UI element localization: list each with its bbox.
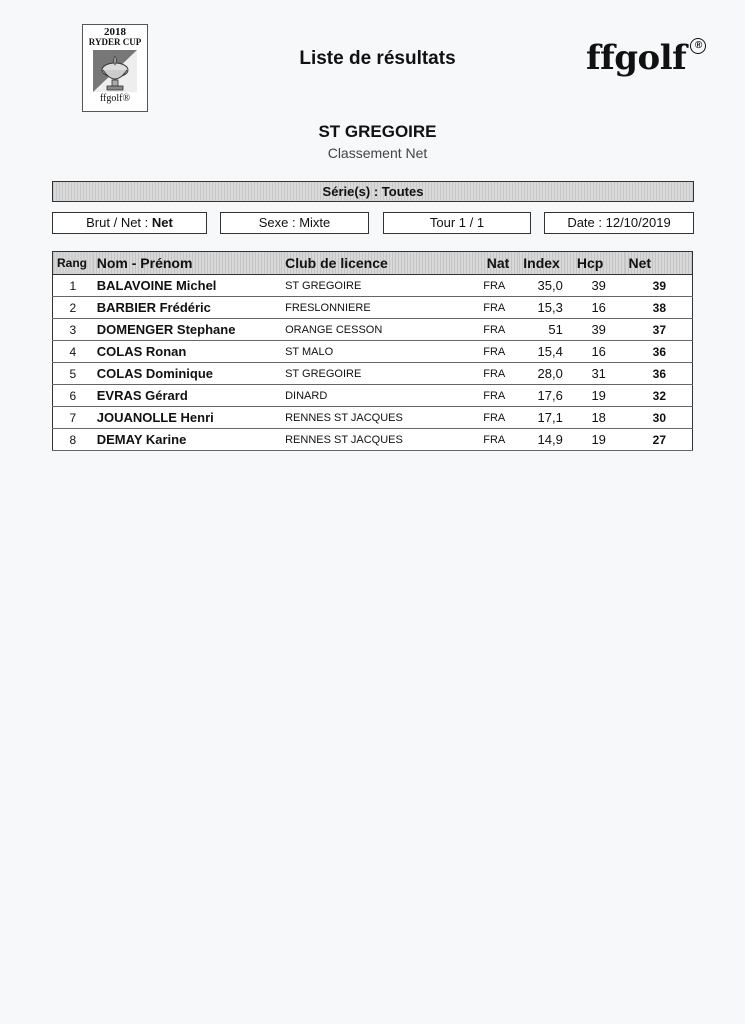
net-cell: 30 — [625, 407, 693, 429]
index-cell: 14,9 — [519, 429, 573, 451]
table-row — [53, 297, 693, 319]
table-row — [53, 385, 693, 407]
nat-cell: FRA — [451, 429, 519, 451]
net-cell: 39 — [625, 275, 693, 297]
club-cell: FRESLONNIERE — [281, 297, 451, 319]
hcp-cell: 19 — [573, 385, 625, 407]
hcp-cell: 39 — [573, 275, 625, 297]
name-cell: COLAS Dominique — [93, 363, 281, 385]
brut-net-box — [52, 212, 207, 234]
logo-event: RYDER CUP — [88, 37, 142, 47]
brut-net-label: Brut / Net : — [86, 215, 149, 230]
results-table — [52, 251, 693, 451]
col-rang: Rang — [53, 252, 93, 275]
name-cell: DEMAY Karine — [93, 429, 281, 451]
name-cell: EVRAS Gérard — [93, 385, 281, 407]
table-row — [53, 319, 693, 341]
logo-brand: ffgolf® — [99, 93, 131, 104]
nat-cell: FRA — [451, 341, 519, 363]
nat-cell: FRA — [451, 407, 519, 429]
index-cell: 15,4 — [519, 341, 573, 363]
col-name: Nom - Prénom — [93, 252, 281, 275]
table-row — [53, 341, 693, 363]
nat-cell: FRA — [451, 385, 519, 407]
club-cell: ST GREGOIRE — [281, 275, 451, 297]
ranking-type: Classement Net — [327, 145, 428, 161]
club-cell: ST GREGOIRE — [281, 363, 451, 385]
document-title: Liste de résultats — [299, 48, 456, 69]
rank-cell: 4 — [53, 341, 93, 363]
hcp-cell: 16 — [573, 341, 625, 363]
net-cell: 27 — [625, 429, 693, 451]
nat-cell: FRA — [451, 297, 519, 319]
club-name: ST GREGOIRE — [318, 122, 437, 141]
table-header-row — [53, 252, 693, 275]
ffgolf-logo — [586, 38, 702, 78]
nat-cell: FRA — [451, 319, 519, 341]
col-net: Net — [625, 252, 693, 275]
club-cell: ORANGE CESSON — [281, 319, 451, 341]
name-cell: BARBIER Frédéric — [93, 297, 281, 319]
rank-cell: 6 — [53, 385, 93, 407]
brut-net-value: Net — [151, 215, 173, 230]
rank-cell: 8 — [53, 429, 93, 451]
net-cell: 36 — [625, 363, 693, 385]
name-cell: BALAVOINE Michel — [93, 275, 281, 297]
nat-cell: FRA — [451, 363, 519, 385]
series-bar: Série(s) : Toutes — [52, 181, 694, 202]
club-cell: DINARD — [281, 385, 451, 407]
hcp-cell: 39 — [573, 319, 625, 341]
hcp-cell: 31 — [573, 363, 625, 385]
rank-cell: 5 — [53, 363, 93, 385]
table-row — [53, 363, 693, 385]
hcp-cell: 19 — [573, 429, 625, 451]
index-cell: 51 — [519, 319, 573, 341]
hcp-cell: 16 — [573, 297, 625, 319]
rank-cell: 7 — [53, 407, 93, 429]
name-cell: DOMENGER Stephane — [93, 319, 281, 341]
nat-cell: FRA — [451, 275, 519, 297]
club-cell: ST MALO — [281, 341, 451, 363]
col-hcp: Hcp — [573, 252, 625, 275]
index-cell: 28,0 — [519, 363, 573, 385]
name-cell: COLAS Ronan — [93, 341, 281, 363]
rank-cell: 2 — [53, 297, 93, 319]
registered-icon: ® — [690, 38, 706, 54]
logo-year: 2018 — [104, 26, 126, 38]
index-cell: 35,0 — [519, 275, 573, 297]
footer-page — [48, 998, 52, 1009]
rank-cell: 3 — [53, 319, 93, 341]
name-cell: JOUANOLLE Henri — [93, 407, 281, 429]
index-cell: 17,6 — [519, 385, 573, 407]
table-row — [53, 275, 693, 297]
table-row — [53, 407, 693, 429]
net-cell: 37 — [625, 319, 693, 341]
sexe-box: Sexe : Mixte — [220, 212, 369, 234]
net-cell: 32 — [625, 385, 693, 407]
col-index: Index — [519, 252, 573, 275]
date-box: Date : 12/10/2019 — [544, 212, 694, 234]
index-cell: 17,1 — [519, 407, 573, 429]
club-cell: RENNES ST JACQUES — [281, 407, 451, 429]
col-nat: Nat — [451, 252, 519, 275]
net-cell: 36 — [625, 341, 693, 363]
index-cell: 15,3 — [519, 297, 573, 319]
ffgolf-logo-text: ffgolf — [586, 38, 687, 78]
net-cell: 38 — [625, 297, 693, 319]
col-club: Club de licence — [281, 252, 451, 275]
table-row — [53, 429, 693, 451]
footer-print-info — [693, 998, 697, 1009]
tour-box: Tour 1 / 1 — [383, 212, 531, 234]
hcp-cell: 18 — [573, 407, 625, 429]
club-cell: RENNES ST JACQUES — [281, 429, 451, 451]
rank-cell: 1 — [53, 275, 93, 297]
